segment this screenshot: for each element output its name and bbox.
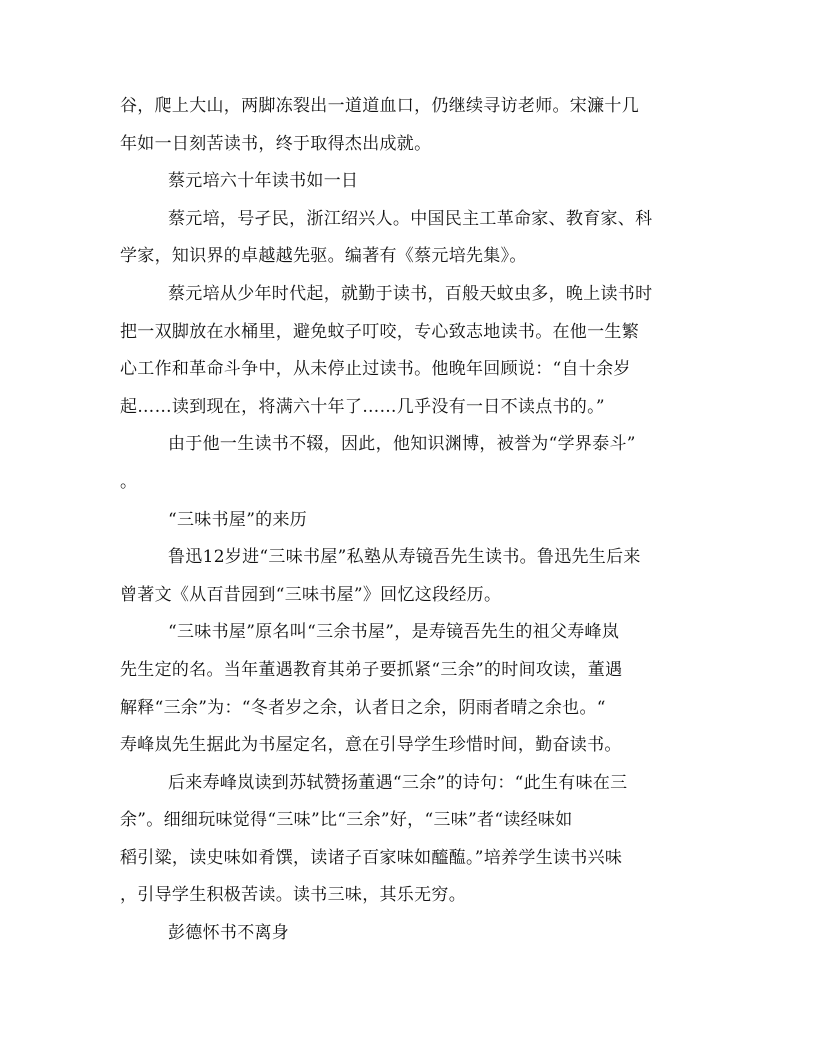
text-line: 年如一日刻苦读书，终于取得杰出成就。 bbox=[120, 133, 432, 154]
text-line: 学家，知识界的卓越越先驱。编著有《蔡元培先集》。 bbox=[120, 246, 527, 267]
text-line: 。 bbox=[120, 471, 138, 492]
text-line: 稻引粱，读史味如肴馔，读诸子百家味如醯醢。”培养学生读书兴味 bbox=[120, 847, 623, 868]
text-line: 后来寿峰岚读到苏轼赞扬董遇“三余”的诗句：“此生有味在三 bbox=[168, 772, 628, 793]
section-heading: 蔡元培六十年读书如一日 bbox=[168, 171, 359, 192]
text-line: 起……读到现在，将满六十年了……几乎没有一日不读点书的。” bbox=[120, 396, 605, 417]
text-line: 解释“三余”为：“冬者岁之余，认者日之余，阴雨者晴之余也。“ bbox=[120, 697, 606, 718]
text-line: 先生定的名。当年董遇教育其弟子要抓紧“三余”的时间攻读，董遇 bbox=[120, 659, 623, 680]
text-line: 谷，爬上大山，两脚冻裂出一道道血口，仍继续寻访老师。宋濂十几 bbox=[120, 96, 639, 116]
text-line: 把一双脚放在水桶里，避免蚊子叮咬，专心致志地读书。在他一生繁 bbox=[120, 321, 639, 342]
text-line: 蔡元培，号孑民，浙江绍兴人。中国民主工革命家、教育家、科 bbox=[168, 208, 653, 229]
section-heading: 彭德怀书不离身 bbox=[168, 923, 290, 944]
text-line: 心工作和革命斗争中，从未停止过读书。他晚年回顾说：“自十余岁 bbox=[120, 359, 631, 380]
text-line: “三味书屋”原名叫“三余书屋”，是寿镜吾先生的祖父寿峰岚 bbox=[168, 622, 620, 643]
text-line: ，引导学生积极苦读。读书三味，其乐无穷。 bbox=[120, 885, 466, 906]
text-line: 寿峰岚先生据此为书屋定名，意在引导学生珍惜时间，勤奋读书。 bbox=[120, 735, 622, 756]
section-heading: “三味书屋”的来历 bbox=[168, 509, 308, 530]
text-line: 余”。细细玩味觉得“三味”比“三余”好，“三味”者“读经味如 bbox=[120, 810, 573, 831]
text-line: 鲁迅12岁进“三味书屋”私塾从寿镜吾先生读书。鲁迅先生后来 bbox=[168, 547, 641, 568]
text-line: 由于他一生读书不辍，因此，他知识渊博，被誉为“学界泰斗” bbox=[168, 434, 636, 455]
text-line: 曾著文《从百昔园到“三味书屋”》回忆这段经历。 bbox=[120, 584, 502, 605]
text-line: 蔡元培从少年时代起，就勤于读书，百般天蚊虫多，晚上读书时 bbox=[168, 283, 653, 304]
body-text bbox=[120, 88, 696, 953]
